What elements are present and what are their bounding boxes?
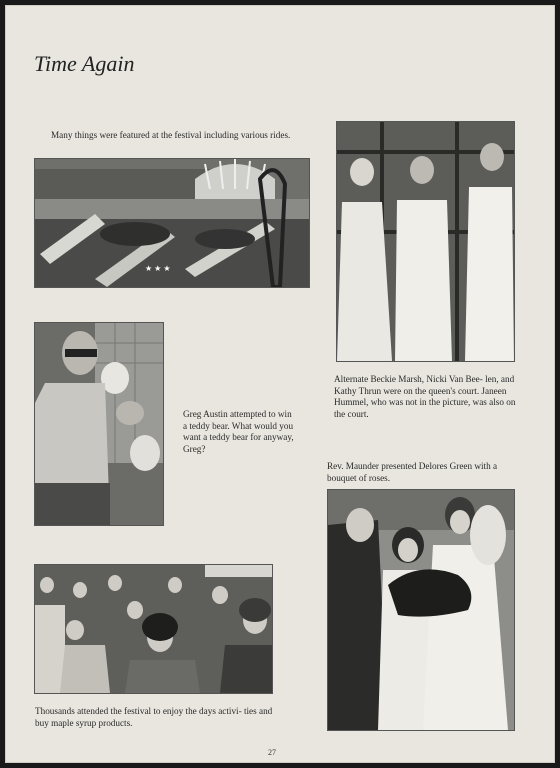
festival-crowd-photo (35, 565, 272, 693)
caption-roses: Rev. Maunder presented Delores Green with a bouquet of roses. (327, 461, 498, 483)
page-number: 27 (268, 748, 276, 757)
caption-queens-court: Alternate Beckie Marsh, Nicki Van Bee- len, and Kathy Thrun were on the queen's court. Janeen Hummel, who was not in the picture, was also on the court. (334, 374, 516, 419)
caption-crowd: Thousands attended the festival to enjoy the days activi- ties and buy maple syrup products. (35, 706, 273, 728)
roses-presentation-photo (328, 490, 514, 730)
teddy-bear-booth-photo (35, 323, 163, 525)
caption-teddy-bear: Greg Austin attempted to win a teddy bear. What would you want a teddy bear for anyway, Greg? (183, 409, 294, 454)
caption-rides: Many things were featured at the festival including various rides. (51, 130, 291, 140)
queens-court-photo (337, 122, 514, 361)
svg-text:★ ★ ★: ★ ★ ★ (145, 264, 171, 273)
page-title: Time Again (34, 51, 135, 76)
yearbook-page (5, 5, 555, 763)
carnival-ride-photo (35, 159, 309, 287)
